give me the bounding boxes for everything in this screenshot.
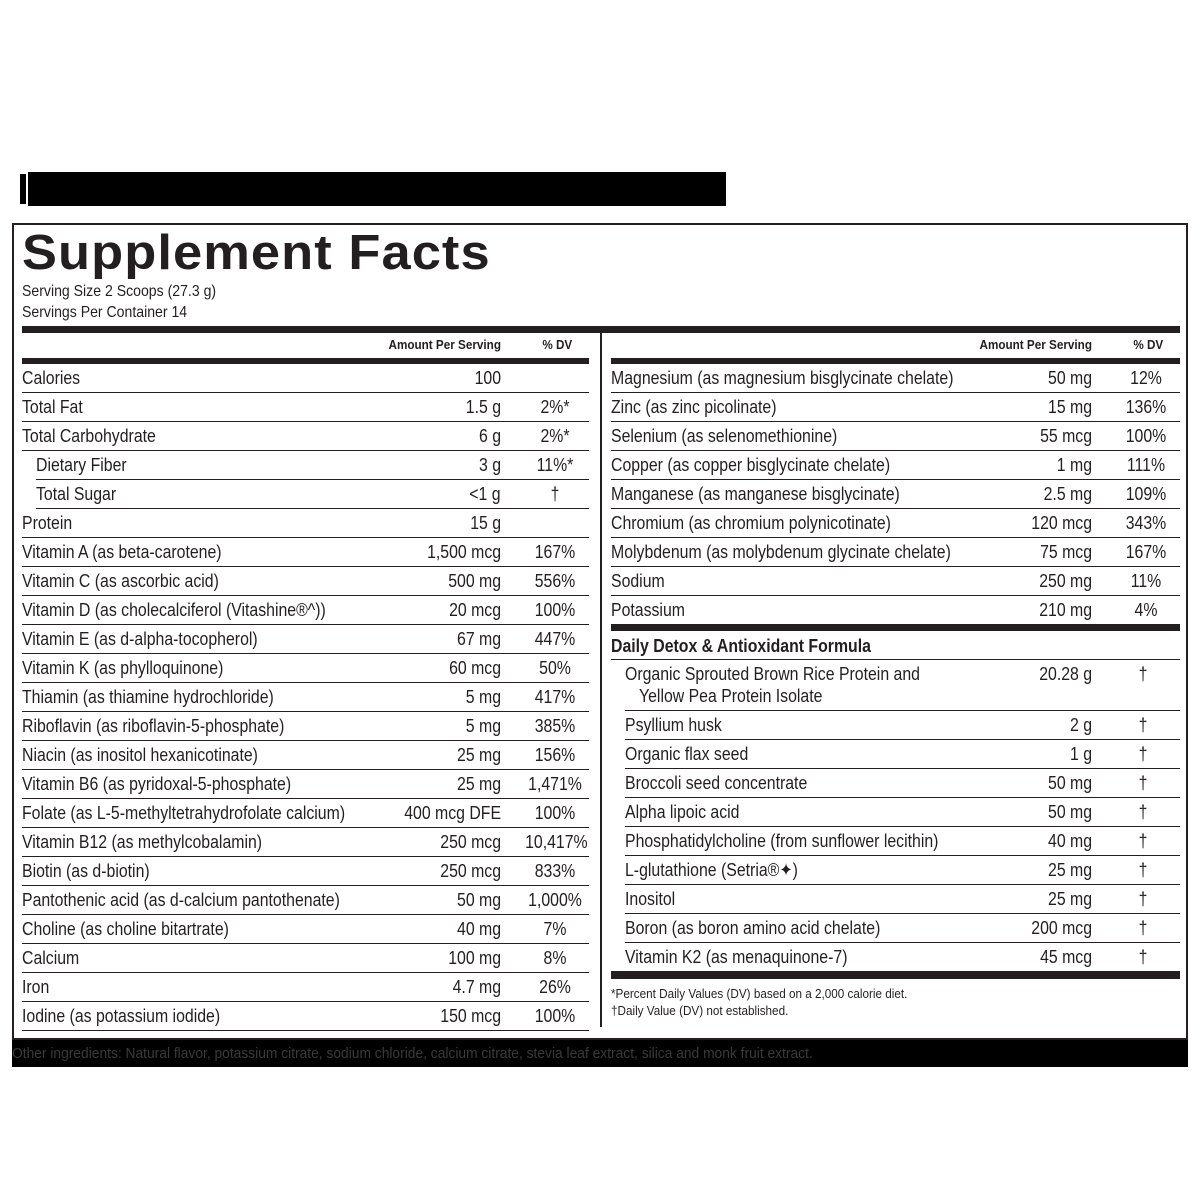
nutrient-name: Dietary Fiber — [36, 455, 127, 475]
nutrient-row — [22, 509, 589, 538]
daily-value: 2%* — [540, 426, 570, 446]
blend-ingredient-row — [625, 798, 1180, 827]
daily-value: 1,000% — [528, 890, 582, 910]
amount-per-serving: 25 mg — [1047, 889, 1092, 909]
redacted-product-name — [18, 172, 726, 206]
nutrient-row — [611, 509, 1180, 538]
nutrient-row — [22, 944, 589, 973]
daily-value: 100% — [534, 803, 576, 823]
amount-per-serving: 5 mg — [465, 716, 501, 736]
blend-rule — [611, 624, 1180, 631]
other-ingredients-text: Other ingredients: Natural flavor, potassium citrate, sodium chloride, calcium citrate, stevia leaf extract, silica and monk fruit extract. — [12, 1045, 813, 1062]
nutrient-row — [22, 973, 589, 1002]
nutrient-name: Vitamin K2 (as menaquinone-7) — [625, 947, 848, 967]
daily-value: 11%* — [536, 455, 574, 475]
daily-value: 50% — [539, 658, 571, 678]
redaction-edge — [18, 172, 28, 206]
daily-value: † — [1138, 947, 1148, 967]
nutrient-name: Chromium (as chromium polynicotinate) — [611, 513, 891, 533]
daily-value: † — [1138, 860, 1148, 880]
blend-ingredient-row — [625, 769, 1180, 798]
nutrient-row — [611, 567, 1180, 596]
blend-ingredient-row — [625, 943, 1180, 971]
serving-info — [22, 281, 216, 323]
nutrient-name: L-glutathione (Setria®✦) — [625, 860, 798, 880]
nutrient-row — [611, 538, 1180, 567]
daily-value: 2%* — [540, 397, 570, 417]
daily-value: 833% — [534, 861, 576, 881]
nutrient-name: Vitamin B6 (as pyridoxal-5-phosphate) — [22, 774, 292, 794]
amount-per-serving: 1.5 g — [465, 397, 501, 417]
daily-value: 167% — [1125, 542, 1167, 562]
amount-per-serving: 50 mg — [1047, 802, 1092, 822]
nutrient-row — [22, 799, 589, 828]
nutrient-name: Thiamin (as thiamine hydrochloride) — [22, 687, 274, 707]
daily-value: 109% — [1125, 484, 1167, 504]
nutrient-row — [22, 915, 589, 944]
amount-per-serving: 40 mg — [456, 919, 501, 939]
column-header — [611, 333, 1180, 358]
daily-value: 8% — [543, 948, 567, 968]
nutrient-name: Selenium (as selenomethionine) — [611, 426, 838, 446]
nutrient-name-line2: Yellow Pea Protein Isolate — [639, 686, 823, 706]
amount-per-serving: 120 mcg — [1031, 513, 1092, 533]
nutrient-row — [22, 625, 589, 654]
daily-value: 4% — [1134, 600, 1158, 620]
nutrient-name: Vitamin K (as phylloquinone) — [22, 658, 224, 678]
blend-ingredient-list — [611, 660, 1180, 971]
amount-per-serving: 67 mg — [456, 629, 501, 649]
nutrient-name: Biotin (as d-biotin) — [22, 861, 150, 881]
daily-value: 26% — [539, 977, 571, 997]
daily-value: † — [1138, 831, 1148, 851]
amount-per-serving: 75 mcg — [1040, 542, 1092, 562]
amount-per-serving: 50 mg — [1047, 368, 1092, 388]
nutrient-name: Vitamin C (as ascorbic acid) — [22, 571, 219, 591]
amount-per-serving: 100 mg — [448, 948, 501, 968]
daily-value: 343% — [1125, 513, 1167, 533]
daily-value: 12% — [1130, 368, 1162, 388]
supplement-facts-panel — [12, 223, 1188, 1040]
amount-per-serving: 20 mcg — [449, 600, 501, 620]
blend-ingredient-row — [625, 711, 1180, 740]
daily-value: 156% — [534, 745, 576, 765]
amount-per-serving: 150 mcg — [440, 1006, 501, 1026]
daily-value: † — [1138, 802, 1148, 822]
daily-value: † — [1138, 715, 1148, 735]
amount-per-serving: 15 mg — [1047, 397, 1092, 417]
nutrient-row — [22, 828, 589, 857]
amount-per-serving: 400 mcg DFE — [404, 803, 501, 823]
nutrient-row — [611, 451, 1180, 480]
nutrient-name: Total Fat — [22, 397, 83, 417]
amount-per-serving: 2.5 mg — [1043, 484, 1092, 504]
nutrient-name: Broccoli seed concentrate — [625, 773, 808, 793]
nutrient-row — [22, 393, 589, 422]
daily-value: † — [1138, 664, 1148, 684]
servings-per-container: Servings Per Container 14 — [22, 304, 188, 321]
nutrient-name: Copper (as copper bisglycinate chelate) — [611, 455, 891, 475]
nutrient-row — [611, 364, 1180, 393]
nutrient-name: Organic flax seed — [625, 744, 749, 764]
amount-per-serving: 250 mcg — [440, 861, 501, 881]
nutrient-name: Zinc (as zinc picolinate) — [611, 397, 777, 417]
nutrient-row — [22, 654, 589, 683]
daily-value: 7% — [543, 919, 567, 939]
daily-value: † — [1138, 889, 1148, 909]
serving-size: Serving Size 2 Scoops (27.3 g) — [22, 283, 217, 300]
column-header — [22, 333, 589, 358]
nutrient-name: Total Carbohydrate — [22, 426, 156, 446]
nutrient-name: Boron (as boron amino acid chelate) — [625, 918, 881, 938]
nutrient-row — [22, 741, 589, 770]
amount-per-serving: 1 mg — [1056, 455, 1092, 475]
nutrient-row — [22, 770, 589, 799]
panel-title: Supplement Facts — [22, 226, 491, 280]
amount-per-serving: 55 mcg — [1040, 426, 1092, 446]
nutrient-name: Vitamin E (as d-alpha-tocopherol) — [22, 629, 258, 649]
amount-per-serving: <1 g — [469, 484, 501, 504]
right-nutrient-list — [611, 364, 1180, 624]
footnote-dagger: †Daily Value (DV) not established. — [611, 1003, 789, 1018]
nutrient-row — [36, 451, 589, 480]
nutrient-name: Iodine (as potassium iodide) — [22, 1006, 221, 1026]
daily-value: 167% — [534, 542, 576, 562]
blend-ingredient-row — [625, 856, 1180, 885]
daily-value: 100% — [534, 1006, 576, 1026]
nutrient-row — [611, 393, 1180, 422]
nutrient-name: Total Sugar — [36, 484, 117, 504]
header-dv: % DV — [1133, 337, 1163, 352]
nutrient-name: Inositol — [625, 889, 676, 909]
daily-value: 11% — [1130, 571, 1162, 591]
blend-ingredient-row — [625, 827, 1180, 856]
nutrient-row — [22, 683, 589, 712]
daily-value: † — [1138, 918, 1148, 938]
nutrient-row — [22, 596, 589, 625]
nutrient-row — [22, 886, 589, 915]
nutrient-row — [611, 422, 1180, 451]
amount-per-serving: 20.28 g — [1039, 664, 1092, 684]
nutrient-name: Protein — [22, 513, 73, 533]
daily-value: 417% — [534, 687, 576, 707]
other-ingredients — [12, 1040, 1188, 1067]
nutrient-name: Phosphatidylcholine (from sunflower lecithin) — [625, 831, 939, 851]
nutrient-name: Manganese (as manganese bisglycinate) — [611, 484, 900, 504]
blend-ingredient-row — [625, 885, 1180, 914]
nutrient-name: Vitamin D (as cholecalciferol (Vitashine®^)) — [22, 600, 326, 620]
nutrient-row — [22, 857, 589, 886]
bottom-thick-rule — [611, 971, 1180, 979]
amount-per-serving: 25 mg — [1047, 860, 1092, 880]
amount-per-serving: 5 mg — [465, 687, 501, 707]
blend-title: Daily Detox & Antioxidant Formula — [611, 631, 1180, 660]
header-amount: Amount Per Serving — [979, 337, 1092, 352]
nutrient-name: Psyllium husk — [625, 715, 722, 735]
nutrient-name: Iron — [22, 977, 50, 997]
header-dv: % DV — [542, 337, 572, 352]
daily-value: 385% — [534, 716, 576, 736]
daily-value: 100% — [1125, 426, 1167, 446]
blend-ingredient-row — [625, 914, 1180, 943]
daily-value: 10,417% — [525, 832, 588, 852]
nutrient-name: Choline (as choline bitartrate) — [22, 919, 229, 939]
nutrient-row — [22, 422, 589, 451]
amount-per-serving: 4.7 mg — [452, 977, 501, 997]
amount-per-serving: 15 g — [470, 513, 501, 533]
nutrient-name: Niacin (as inositol hexanicotinate) — [22, 745, 258, 765]
nutrient-name: Sodium — [611, 571, 665, 591]
nutrient-name: Vitamin B12 (as methylcobalamin) — [22, 832, 263, 852]
amount-per-serving: 45 mcg — [1040, 947, 1092, 967]
amount-per-serving: 40 mg — [1047, 831, 1092, 851]
nutrient-row — [22, 538, 589, 567]
amount-per-serving: 50 mg — [456, 890, 501, 910]
top-thick-rule — [22, 326, 1180, 333]
nutrient-name: Magnesium (as magnesium bisglycinate chelate) — [611, 368, 954, 388]
nutrient-name: Riboflavin (as riboflavin-5-phosphate) — [22, 716, 285, 736]
daily-value: † — [550, 484, 560, 504]
amount-per-serving: 210 mg — [1039, 600, 1092, 620]
amount-per-serving: 100 — [474, 368, 501, 388]
nutrient-name: Molybdenum (as molybdenum glycinate chelate) — [611, 542, 951, 562]
nutrient-name: Alpha lipoic acid — [625, 802, 740, 822]
nutrient-name: Vitamin A (as beta-carotene) — [22, 542, 222, 562]
footnote-percent-dv: *Percent Daily Values (DV) based on a 2,000 calorie diet. — [611, 986, 908, 1001]
blend-ingredient-row — [625, 740, 1180, 769]
nutrient-name: Folate (as L-5-methyltetrahydrofolate calcium) — [22, 803, 346, 823]
nutrient-row — [22, 1002, 589, 1031]
blend-ingredient-row — [625, 660, 1180, 711]
daily-value: 136% — [1125, 397, 1167, 417]
nutrient-name: Potassium — [611, 600, 685, 620]
amount-per-serving: 500 mg — [448, 571, 501, 591]
nutrient-row — [22, 364, 589, 393]
right-column — [611, 333, 1180, 1019]
column-divider — [600, 333, 602, 1027]
nutrient-row — [611, 480, 1180, 509]
left-nutrient-list — [22, 364, 589, 1031]
amount-per-serving: 1 g — [1069, 744, 1092, 764]
amount-per-serving: 6 g — [478, 426, 501, 446]
amount-per-serving: 60 mcg — [449, 658, 501, 678]
amount-per-serving: 2 g — [1069, 715, 1092, 735]
header-amount: Amount Per Serving — [388, 337, 501, 352]
nutrient-row — [36, 480, 589, 509]
nutrient-row — [22, 712, 589, 741]
amount-per-serving: 1,500 mcg — [427, 542, 501, 562]
amount-per-serving: 3 g — [478, 455, 501, 475]
amount-per-serving: 25 mg — [456, 774, 501, 794]
amount-per-serving: 25 mg — [456, 745, 501, 765]
daily-value: 556% — [534, 571, 576, 591]
amount-per-serving: 250 mcg — [440, 832, 501, 852]
daily-value: † — [1138, 773, 1148, 793]
daily-value: 447% — [534, 629, 576, 649]
nutrient-row — [22, 567, 589, 596]
daily-value: † — [1138, 744, 1148, 764]
nutrient-name: Organic Sprouted Brown Rice Protein and — [625, 664, 920, 684]
amount-per-serving: 50 mg — [1047, 773, 1092, 793]
nutrient-name: Calories — [22, 368, 81, 388]
daily-value: 100% — [534, 600, 576, 620]
nutrient-name: Calcium — [22, 948, 80, 968]
amount-per-serving: 200 mcg — [1031, 918, 1092, 938]
footnotes — [611, 985, 1123, 1019]
nutrient-row — [611, 596, 1180, 624]
daily-value: 1,471% — [528, 774, 582, 794]
amount-per-serving: 250 mg — [1039, 571, 1092, 591]
nutrient-name: Pantothenic acid (as d-calcium pantothenate) — [22, 890, 340, 910]
left-column — [22, 333, 589, 1031]
daily-value: 111% — [1126, 455, 1166, 475]
